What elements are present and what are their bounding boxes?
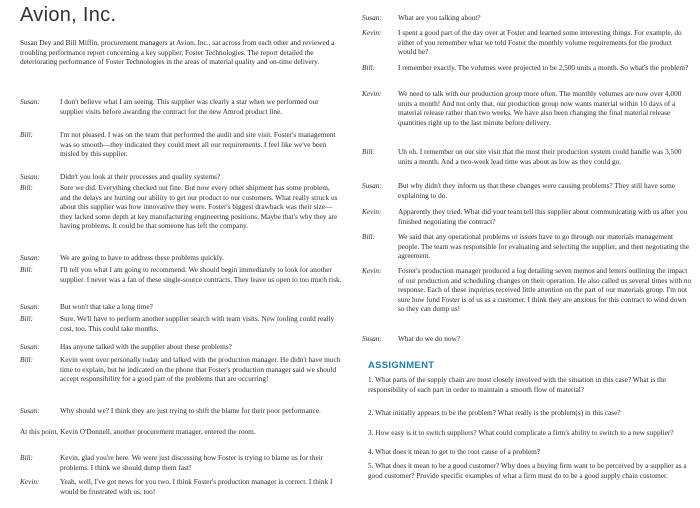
- dialogue-text: Yeah, well, I've got news for you two. I think Foster's production manager is correct. I think I would be frustrated with us, too!: [60, 477, 333, 496]
- speaker-label: Susan:: [362, 334, 382, 343]
- speaker-label: Bill:: [20, 183, 33, 192]
- speaker-label: Bill:: [362, 147, 375, 156]
- speaker-label: Susan:: [20, 253, 40, 262]
- speaker-label: Kevin:: [362, 207, 382, 216]
- speaker-label: Bill:: [20, 265, 33, 274]
- question-item: 2. What initially appears to be the problem? What really is the problem(s) in this case?: [368, 408, 621, 417]
- dialogue-text: We said that any operational problems or issues have to go through our materials management people. The team was responsible for evaluating and selecting the supplier, and then negotiating the agreement.: [398, 232, 689, 261]
- speaker-label: Susan:: [20, 406, 40, 415]
- dialogue-text: We need to talk with our production group more often. The monthly volumes are now over 4,000 units a month! And not only that, our production group now wants material within 10 days of a material release rather than two weeks. We have also been changing the final material release quantities right up to the last minute before delivery.: [398, 89, 682, 127]
- dialogue-text: We are going to have to address these problems quickly.: [60, 253, 224, 262]
- dialogue-text: Why should we? I think they are just trying to shift the blame for their poor performance.: [60, 406, 321, 415]
- case-intro: Susan Dey and Bill Miffin, procurement managers at Avion, Inc., sat across from each other and reviewed a troubling performance report concerning a key supplier, Foster Technologies. The report detailed the deteriorating performance of Foster Technologies in the areas of material quality and on-time delivery.: [20, 38, 335, 67]
- dialogue-text: Kevin, glad you're here. We were just discussing how Foster is trying to blame us for their problems. I think we should dump them fast!: [60, 453, 324, 472]
- speaker-label: Susan:: [362, 13, 382, 22]
- speaker-label: Bill:: [362, 232, 375, 241]
- dialogue-text: I don't believe what I am seeing. This supplier was clearly a star when we performed our supplier visits before awarding the contract for the new Amrod product line.: [60, 97, 319, 116]
- dialogue-text: But won't that take a long time?: [60, 302, 153, 311]
- speaker-label: Bill:: [20, 453, 33, 462]
- narration: At this point, Kevin O'Donnell, another procurement manager, entered the room.: [20, 427, 256, 436]
- dialogue-text: I'll tell you what I am going to recommend. We should begin immediately to look for another supplier. I never was a fan of these single-source contracts. They leave us open to too much risk.: [60, 265, 342, 284]
- speaker-label: Bill:: [362, 63, 375, 72]
- speaker-label: Susan:: [20, 302, 40, 311]
- speaker-label: Bill:: [20, 130, 33, 139]
- dialogue-text: I spent a good part of the day over at Foster and learned some interesting things. For example, do either of you remember what we told Foster the monthly volume requirements for the product would be?: [398, 28, 682, 57]
- speaker-label: Bill:: [20, 314, 33, 323]
- dialogue-text: Didn't you look at their processes and quality systems?: [60, 172, 221, 181]
- dialogue-text: Has anyone talked with the supplier about these problems?: [60, 342, 232, 351]
- dialogue-text: Kevin went over personally today and talked with the production manager. He didn't have much time to explain, but he indicated on the phone that Foster's production manager said we should accept responsibility for a good part of the problems that are occurring!: [60, 355, 341, 384]
- dialogue-text: Sure we did. Everything checked out fine. But now every other shipment has some problem, and the delays are hurting our ability to get our product to our customers. What really struck us about this supplier was how innovative they were. Foster's biggest drawback was their size—they lacked some depth at key manufacturing engineering positions. Maybe that's why they are having problems. It could be that someone has left the company.: [60, 183, 338, 231]
- speaker-label: Bill:: [20, 355, 33, 364]
- speaker-label: Susan:: [362, 181, 382, 190]
- dialogue-text: I remember exactly. The volumes were projected to be 2,500 units a month. So what's the problem?: [398, 63, 689, 72]
- case-title: Avion, Inc.: [20, 4, 117, 26]
- speaker-label: Kevin:: [20, 477, 40, 486]
- dialogue-text: Foster's production manager produced a log detailing seven memos and letters outlining the impact of our production and scheduling changes on their operation. He also called us several times with no response. Each of these inquiries received little attention on the part of our materials group. I'm not sure how fond Foster is of us as a customer. I think they are anxious for this contract to wind down so they can dump us!: [398, 266, 692, 314]
- dialogue-text: Apparently they tried. What did your team tell this supplier about communicating with us after you finished negotiating the contract?: [398, 207, 688, 226]
- speaker-label: Kevin:: [362, 266, 382, 275]
- dialogue-text: Sure. We'll have to perform another supplier search with team visits. New tooling could really cost, too. This could take months.: [60, 314, 335, 333]
- question-item: 1. What parts of the supply chain are most closely involved with the situation in this case? What is the responsibility of each part in order to maintain a smooth flow of material?: [368, 375, 667, 394]
- question-item: 4. What does it mean to get to the root cause of a problem?: [368, 447, 541, 456]
- question-item: 5. What does it mean to be a good customer? Why does a buying firm want to be perceived by a supplier as a good customer? Provide specific examples of what a firm must do to be a good supply chain customer.: [368, 461, 687, 480]
- speaker-label: Kevin:: [362, 89, 382, 98]
- speaker-label: Susan:: [20, 172, 40, 181]
- speaker-label: Susan:: [20, 342, 40, 351]
- dialogue-text: Uh oh. I remember on our site visit that the most their production system could handle was 3,500 units a month. And a two-week lead time was about as low as they could go.: [398, 147, 682, 166]
- dialogue-text: What are you talking about?: [398, 13, 481, 22]
- speaker-label: Kevin:: [362, 28, 382, 37]
- assignment-heading: ASSIGNMENT: [368, 360, 435, 371]
- question-item: 3. How easy is it to switch suppliers? What could complicate a firm's ability to switch to a new supplier?: [368, 428, 674, 437]
- dialogue-text: But why didn't they inform us that these changes were causing problems? They still have some explaining to do.: [398, 181, 675, 200]
- speaker-label: Susan:: [20, 97, 40, 106]
- dialogue-text: What do we do now?: [398, 334, 461, 343]
- dialogue-text: I'm not pleased. I was on the team that performed the audit and site visit. Foster's management was so smooth—they indicated they could meet all our requirements. I feel like we've been misled by this supplier.: [60, 130, 336, 159]
